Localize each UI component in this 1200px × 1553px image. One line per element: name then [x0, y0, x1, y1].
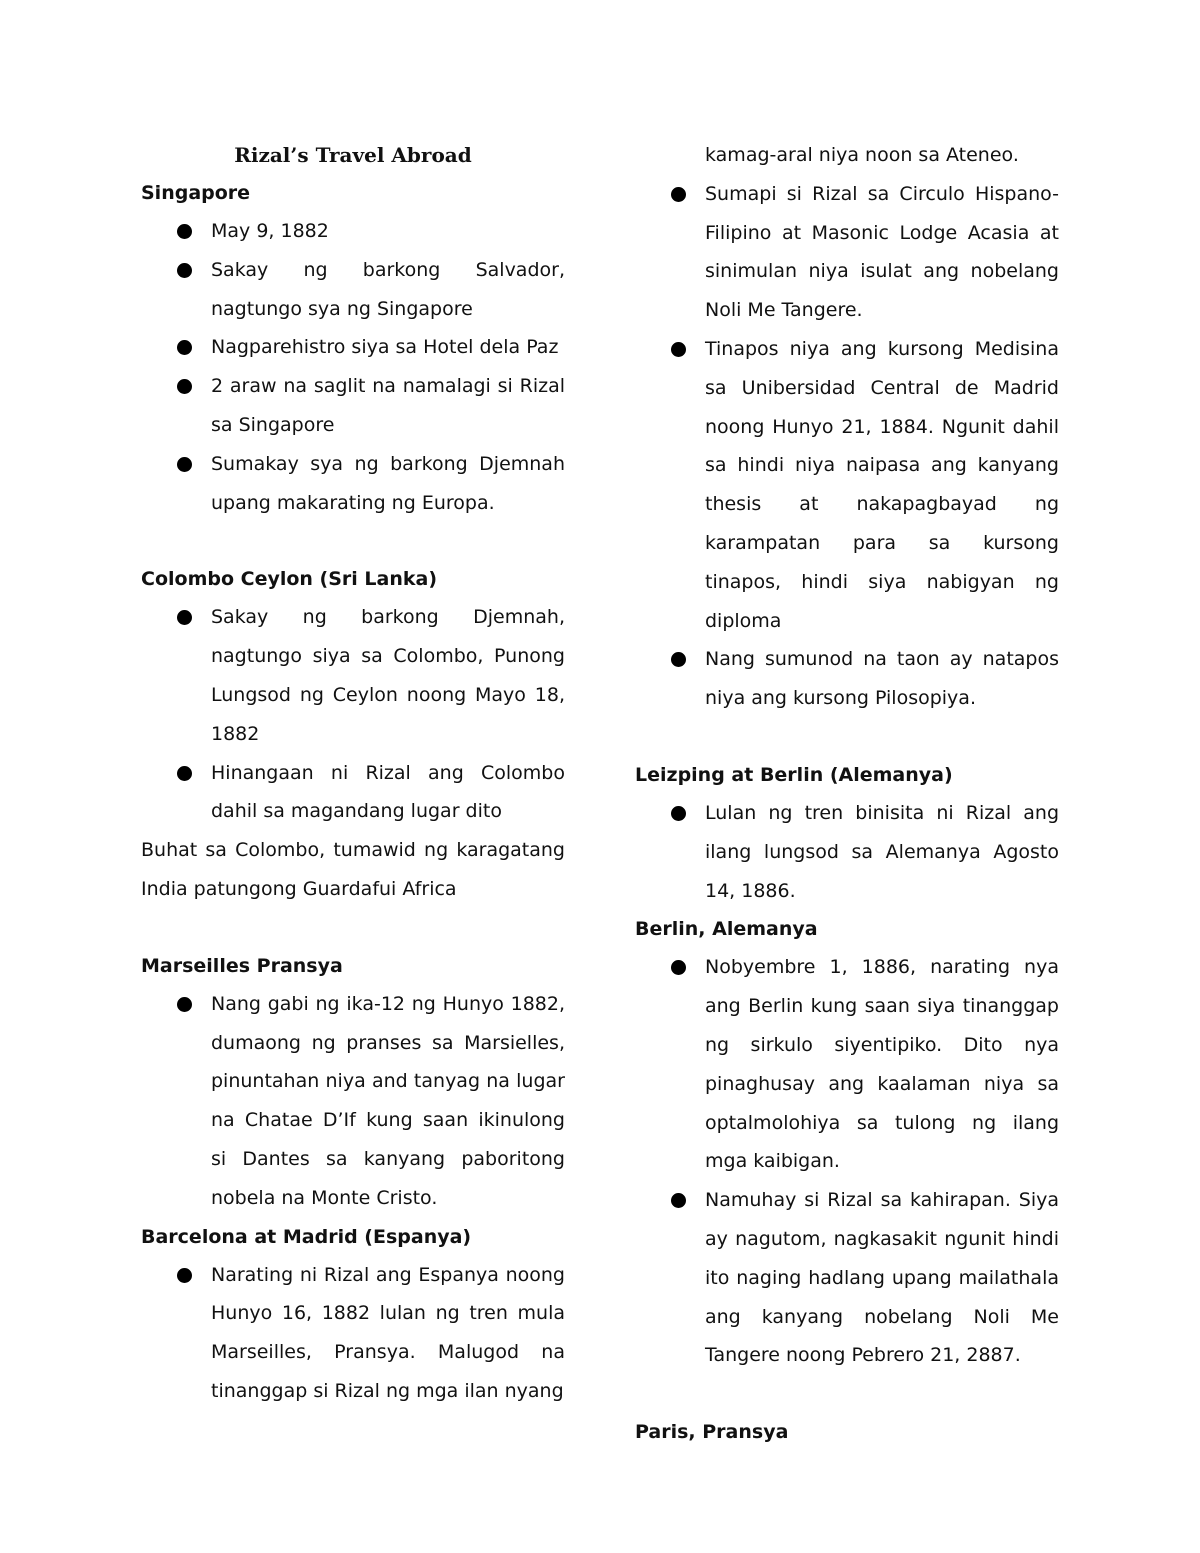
- list-item-continuation: kamag-aral niya noon sa Ateneo.: [705, 144, 1019, 166]
- list-item: Narating ni Rizal ang Espanya noong Hunyo 16, 1882 lulan ng tren mula Marseilles, Pransya. Malugod na tinanggap si Rizal ng mga ilan nyang: [141, 1256, 565, 1411]
- list-singapore: [141, 212, 565, 522]
- bullet-icon: [177, 766, 192, 781]
- heading-colombo: Colombo Ceylon (Sri Lanka): [141, 568, 438, 591]
- list-item: May 9, 1882: [141, 212, 565, 251]
- bullet-icon: [177, 224, 192, 239]
- bullet-icon: [177, 1268, 192, 1283]
- heading-barcelona: Barcelona at Madrid (Espanya): [141, 1225, 472, 1248]
- list-item: Sakay ng barkong Salvador, nagtungo sya ng Singapore: [141, 251, 565, 329]
- bullet-icon: [177, 379, 192, 394]
- list-item: Sakay ng barkong Djemnah, nagtungo siya sa Colombo, Punong Lungsod ng Ceylon noong Mayo 18, 1882: [141, 598, 565, 753]
- list-item: Namuhay si Rizal sa kahirapan. Siya ay nagutom, nagkasakit ngunit hindi ito naging hadlang upang mailathala ang kanyang nobelang Noli Me Tangere noong Pebrero 21, 2887.: [635, 1181, 1059, 1375]
- bullet-icon: [671, 652, 686, 667]
- bullet-icon: [671, 806, 686, 821]
- heading-marseilles: Marseilles Pransya: [141, 954, 343, 977]
- heading-singapore: Singapore: [141, 182, 251, 204]
- list-item: Lulan ng tren binisita ni Rizal ang ilang lungsod sa Alemanya Agosto 14, 1886.: [635, 794, 1059, 910]
- bullet-icon: [671, 960, 686, 975]
- list-item: Nang gabi ng ika-12 ng Hunyo 1882, dumaong ng pranses sa Marsielles, pinuntahan niya and tanyag na lugar na Chatae D’If kung saan ikinulong si Dantes sa kanyang paboritong nobela na Monte Cristo.: [141, 985, 565, 1218]
- bullet-icon: [671, 342, 686, 357]
- bullet-icon: [177, 997, 192, 1012]
- paragraph-colombo: Buhat sa Colombo, tumawid ng karagatang India patungong Guardafui Africa: [141, 839, 565, 900]
- heading-leizping: Leizping at Berlin (Alemanya): [635, 763, 953, 786]
- list-item: Sumakay sya ng barkong Djemnah upang makarating ng Europa.: [141, 445, 565, 523]
- list-item: Tinapos niya ang kursong Medisina sa Unibersidad Central de Madrid noong Hunyo 21, 1884. Ngunit dahil sa hindi niya naipasa ang kanyang thesis at nakapagbayad ng karampatan para sa kursong tinapos, hindi siya nabigyan ng diploma: [635, 330, 1059, 640]
- list-item: Sumapi si Rizal sa Circulo Hispano-Filipino at Masonic Lodge Acasia at sinimulan niya isulat ang nobelang Noli Me Tangere.: [635, 175, 1059, 330]
- left-column: [141, 136, 565, 1411]
- list-barcelona-continued: [635, 175, 1059, 718]
- bullet-icon: [177, 457, 192, 472]
- bullet-icon: [177, 263, 192, 278]
- document-title: Rizal’s Travel Abroad: [234, 143, 472, 167]
- heading-berlin: Berlin, Alemanya: [635, 918, 818, 941]
- bullet-icon: [177, 340, 192, 355]
- list-leizping: [635, 794, 1059, 910]
- bullet-icon: [671, 1193, 686, 1208]
- list-item: 2 araw na saglit na namalagi si Rizal sa Singapore: [141, 367, 565, 445]
- bullet-icon: [671, 187, 686, 202]
- list-berlin: [635, 948, 1059, 1375]
- list-item: Nagparehistro siya sa Hotel dela Paz: [141, 328, 565, 367]
- bullet-icon: [177, 610, 192, 625]
- list-item: Nang sumunod na taon ay natapos niya ang kursong Pilosopiya.: [635, 640, 1059, 718]
- list-barcelona: [141, 1256, 565, 1411]
- right-column: [635, 136, 1059, 1451]
- list-item: Nobyembre 1, 1886, narating nya ang Berlin kung saan siya tinanggap ng sirkulo siyentipiko. Dito nya pinaghusay ang kaalaman niya sa optalmolohiya sa tulong ng ilang mga kaibigan.: [635, 948, 1059, 1181]
- list-colombo: [141, 598, 565, 831]
- list-item: Hinangaan ni Rizal ang Colombo dahil sa magandang lugar dito: [141, 754, 565, 832]
- list-marseilles: [141, 985, 565, 1218]
- heading-paris: Paris, Pransya: [635, 1421, 789, 1444]
